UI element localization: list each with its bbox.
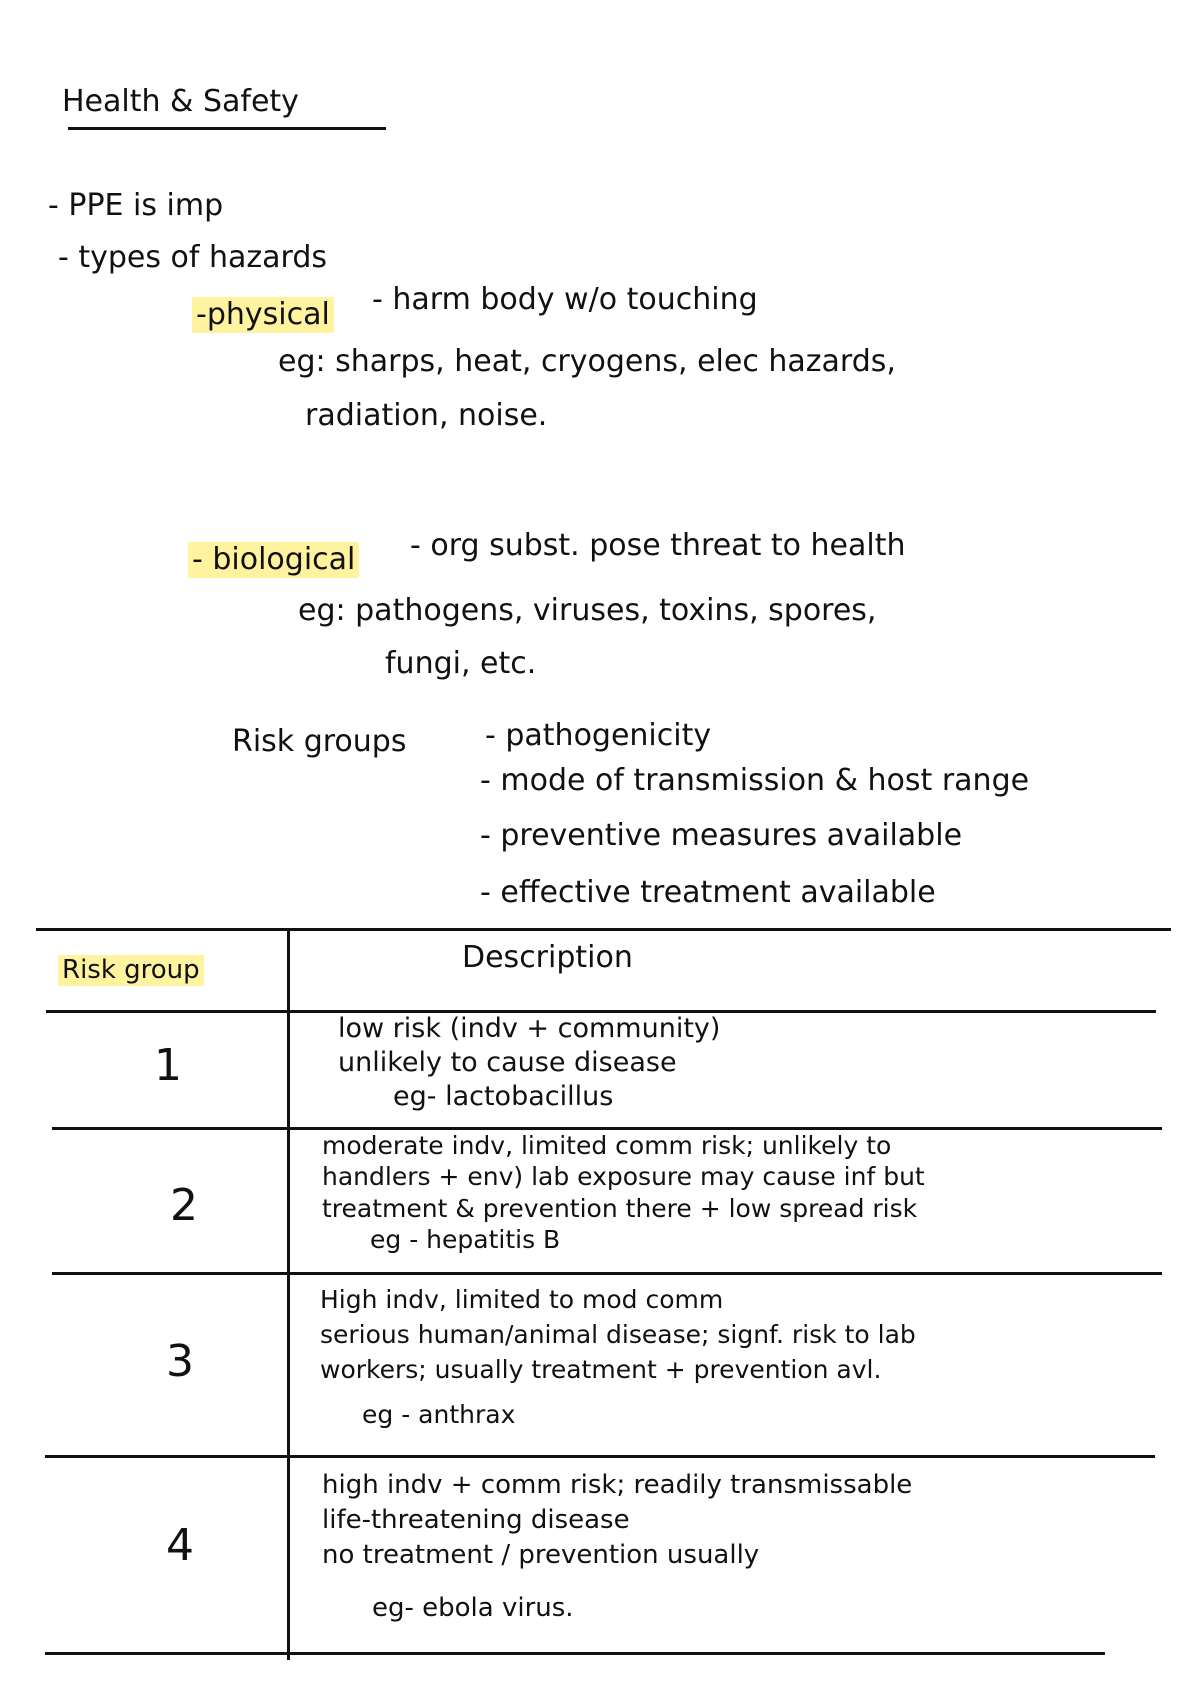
table-row-description — [322, 1468, 912, 1626]
risk-criterion-3: - preventive measures available — [480, 818, 963, 853]
description-example: eg- ebola virus. — [372, 1593, 574, 1624]
bullet-hazard-types: - types of hazards — [58, 240, 328, 275]
table-top-rule — [36, 928, 1171, 931]
biological-examples-line1: eg: pathogens, viruses, toxins, spores, — [298, 593, 877, 628]
description-line: High indv, limited to mod comm — [320, 1285, 724, 1314]
physical-examples-line1: eg: sharps, heat, cryogens, elec hazards, — [278, 344, 896, 379]
description-line: handlers + env) lab exposure may cause inf but — [322, 1162, 925, 1192]
biological-examples-line2: fungi, etc. — [385, 646, 537, 681]
title-underline — [68, 127, 386, 130]
biological-definition: - org subst. pose threat to health — [410, 528, 906, 563]
description-line: high indv + comm risk; readily transmissable — [322, 1470, 913, 1500]
risk-group-number: 1 — [154, 1040, 182, 1091]
physical-label: -physical — [192, 297, 334, 333]
row3-bottom-rule — [45, 1455, 1155, 1458]
risk-group-number: 2 — [170, 1180, 198, 1231]
description-line: moderate indv, limited comm risk; unlikely to — [322, 1131, 892, 1160]
page-title: Health & Safety — [62, 84, 299, 119]
description-line: low risk (indv + community) — [338, 1013, 721, 1044]
risk-criterion-2: - mode of transmission & host range — [480, 763, 1030, 798]
physical-definition: - harm body w/o touching — [372, 282, 758, 317]
table-row-description — [322, 1130, 925, 1255]
header-description: Description — [462, 940, 633, 975]
description-line: serious human/animal disease; signf. risk to lab — [320, 1320, 916, 1349]
description-line: workers; usually treatment + prevention avl. — [320, 1355, 882, 1384]
table-column-divider — [287, 928, 290, 1660]
risk-criterion-1: - pathogenicity — [485, 718, 712, 753]
bullet-ppe: - PPE is imp — [48, 188, 224, 223]
description-example: eg - anthrax — [362, 1400, 516, 1429]
table-bottom-rule — [45, 1652, 1105, 1655]
description-line: life-threatening disease — [322, 1505, 630, 1536]
risk-group-number: 3 — [166, 1336, 194, 1387]
header-risk-group: Risk group — [58, 955, 204, 986]
description-example: eg - hepatitis B — [370, 1224, 561, 1254]
physical-examples-line2: radiation, noise. — [305, 398, 548, 433]
risk-groups-label: Risk groups — [232, 724, 407, 759]
risk-criterion-4: - effective treatment available — [480, 875, 936, 910]
risk-group-number: 4 — [166, 1520, 194, 1571]
description-line: unlikely to cause disease — [338, 1046, 677, 1078]
description-example: eg- lactobacillus — [393, 1080, 614, 1112]
row2-bottom-rule — [52, 1272, 1162, 1275]
biological-label: - biological — [188, 542, 359, 578]
description-line: no treatment / prevention usually — [322, 1540, 760, 1571]
description-line: treatment & prevention there + low spread risk — [322, 1193, 918, 1223]
table-row-description — [320, 1282, 916, 1432]
table-row-description — [338, 1012, 720, 1113]
